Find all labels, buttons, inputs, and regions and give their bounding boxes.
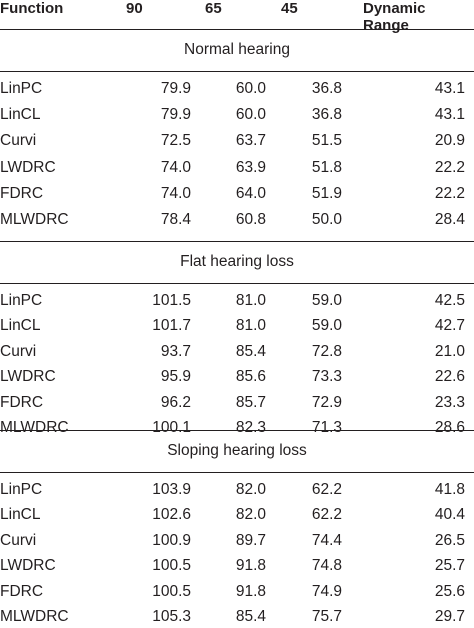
cell-dynamic-range: 41.8 xyxy=(434,481,465,498)
cell-90: 79.9 xyxy=(160,80,191,97)
table-row xyxy=(0,392,474,414)
cell-65: 81.0 xyxy=(235,317,266,335)
cell-65: 81.0 xyxy=(235,292,266,309)
cell-45: 59.0 xyxy=(311,292,342,309)
table-row xyxy=(0,555,474,577)
cell-function: Curvi xyxy=(0,132,37,150)
cell-45: 74.4 xyxy=(311,531,342,549)
cell-90: 95.9 xyxy=(160,368,191,386)
cell-45: 74.9 xyxy=(311,582,342,600)
table-row xyxy=(0,606,474,628)
table-row xyxy=(0,130,474,152)
cell-function: LinPC xyxy=(0,481,43,498)
cell-dynamic-range: 42.5 xyxy=(434,292,465,309)
cell-function: LWDRC xyxy=(0,368,56,386)
section-title: Flat hearing loss xyxy=(180,253,294,270)
cell-90: 103.9 xyxy=(152,481,191,498)
table-rule xyxy=(0,283,474,284)
cell-dynamic-range: 25.6 xyxy=(434,582,465,600)
cell-dynamic-range: 40.4 xyxy=(434,506,465,524)
cell-dynamic-range: 43.1 xyxy=(434,80,465,97)
cell-65: 85.4 xyxy=(235,608,266,625)
table-row xyxy=(0,479,474,501)
cell-45: 74.8 xyxy=(311,557,342,575)
cell-90: 74.0 xyxy=(160,158,191,176)
cell-function: LinCL xyxy=(0,106,41,124)
cell-45: 75.7 xyxy=(311,608,342,625)
table-row xyxy=(0,530,474,552)
cell-dynamic-range: 28.6 xyxy=(434,419,465,436)
table-row xyxy=(0,183,474,205)
table-row xyxy=(0,341,474,363)
cell-function: Curvi xyxy=(0,342,37,360)
cell-90: 74.0 xyxy=(160,184,191,202)
table-rule xyxy=(0,430,474,431)
cell-90: 101.7 xyxy=(152,317,191,335)
cell-90: 100.5 xyxy=(152,582,191,600)
cell-65: 64.0 xyxy=(235,184,266,202)
cell-45: 51.9 xyxy=(311,184,342,202)
cell-90: 96.2 xyxy=(160,393,191,411)
cell-90: 100.5 xyxy=(152,557,191,575)
cell-45: 71.3 xyxy=(311,419,342,436)
cell-65: 60.8 xyxy=(235,211,266,228)
cell-45: 51.8 xyxy=(311,158,342,176)
table-row xyxy=(0,366,474,388)
header-dynamic-range: Dynamic Range xyxy=(363,0,426,34)
cell-65: 82.0 xyxy=(235,481,266,498)
table-rule xyxy=(0,472,474,473)
table-row xyxy=(0,78,474,100)
cell-65: 91.8 xyxy=(235,582,266,600)
cell-45: 50.0 xyxy=(311,211,342,228)
cell-45: 73.3 xyxy=(311,368,342,386)
table-header-row xyxy=(0,0,474,34)
cell-dynamic-range: 25.7 xyxy=(434,557,465,575)
cell-dynamic-range: 21.0 xyxy=(434,342,465,360)
table-row xyxy=(0,290,474,312)
cell-65: 85.7 xyxy=(235,393,266,411)
cell-function: MLWDRC xyxy=(0,211,69,228)
cell-65: 82.3 xyxy=(235,419,266,436)
header-65: 65 xyxy=(205,0,222,17)
cell-65: 63.9 xyxy=(235,158,266,176)
cell-65: 91.8 xyxy=(235,557,266,575)
cell-45: 62.2 xyxy=(311,481,342,498)
cell-45: 72.8 xyxy=(311,342,342,360)
cell-45: 62.2 xyxy=(311,506,342,524)
header-function: Function xyxy=(0,0,64,17)
section-title: Sloping hearing loss xyxy=(167,442,307,459)
table-row xyxy=(0,581,474,603)
cell-90: 102.6 xyxy=(152,506,191,524)
header-90: 90 xyxy=(126,0,143,17)
table-rule xyxy=(0,241,474,242)
cell-function: FDRC xyxy=(0,184,44,202)
cell-function: LWDRC xyxy=(0,158,56,176)
cell-function: LinCL xyxy=(0,506,41,524)
cell-dynamic-range: 23.3 xyxy=(434,393,465,411)
cell-function: FDRC xyxy=(0,582,44,600)
cell-65: 60.0 xyxy=(235,106,266,124)
cell-65: 85.4 xyxy=(235,342,266,360)
cell-90: 105.3 xyxy=(152,608,191,625)
cell-65: 60.0 xyxy=(235,80,266,97)
cell-90: 78.4 xyxy=(160,211,191,228)
cell-65: 82.0 xyxy=(235,506,266,524)
section-title: Normal hearing xyxy=(184,41,290,58)
cell-dynamic-range: 29.7 xyxy=(434,608,465,625)
cell-dynamic-range: 22.6 xyxy=(434,368,465,386)
table-rule xyxy=(0,71,474,72)
cell-dynamic-range: 43.1 xyxy=(434,106,465,124)
cell-45: 36.8 xyxy=(311,106,342,124)
header-45: 45 xyxy=(281,0,298,17)
cell-function: LinPC xyxy=(0,80,43,97)
cell-90: 72.5 xyxy=(160,132,191,150)
cell-function: LinPC xyxy=(0,292,43,309)
cell-dynamic-range: 20.9 xyxy=(434,132,465,150)
table-row xyxy=(0,315,474,337)
cell-dynamic-range: 28.4 xyxy=(434,211,465,228)
cell-45: 36.8 xyxy=(311,80,342,97)
cell-45: 72.9 xyxy=(311,393,342,411)
cell-dynamic-range: 26.5 xyxy=(434,531,465,549)
cell-90: 93.7 xyxy=(160,342,191,360)
cell-function: FDRC xyxy=(0,393,44,411)
table-row xyxy=(0,104,474,126)
cell-45: 51.5 xyxy=(311,132,342,150)
cell-function: MLWDRC xyxy=(0,419,69,436)
cell-function: LWDRC xyxy=(0,557,56,575)
cell-function: MLWDRC xyxy=(0,608,69,625)
cell-dynamic-range: 42.7 xyxy=(434,317,465,335)
cell-dynamic-range: 22.2 xyxy=(434,184,465,202)
cell-90: 100.9 xyxy=(152,531,191,549)
cell-dynamic-range: 22.2 xyxy=(434,158,465,176)
table-row xyxy=(0,209,474,231)
cell-90: 101.5 xyxy=(152,292,191,309)
cell-65: 85.6 xyxy=(235,368,266,386)
cell-function: Curvi xyxy=(0,531,37,549)
cell-90: 79.9 xyxy=(160,106,191,124)
cell-45: 59.0 xyxy=(311,317,342,335)
cell-65: 63.7 xyxy=(235,132,266,150)
cell-65: 89.7 xyxy=(235,531,266,549)
cell-90: 100.1 xyxy=(152,419,191,436)
table-rule xyxy=(0,29,474,30)
table-row xyxy=(0,504,474,526)
table-row xyxy=(0,417,474,439)
table-row xyxy=(0,157,474,179)
cell-function: LinCL xyxy=(0,317,41,335)
